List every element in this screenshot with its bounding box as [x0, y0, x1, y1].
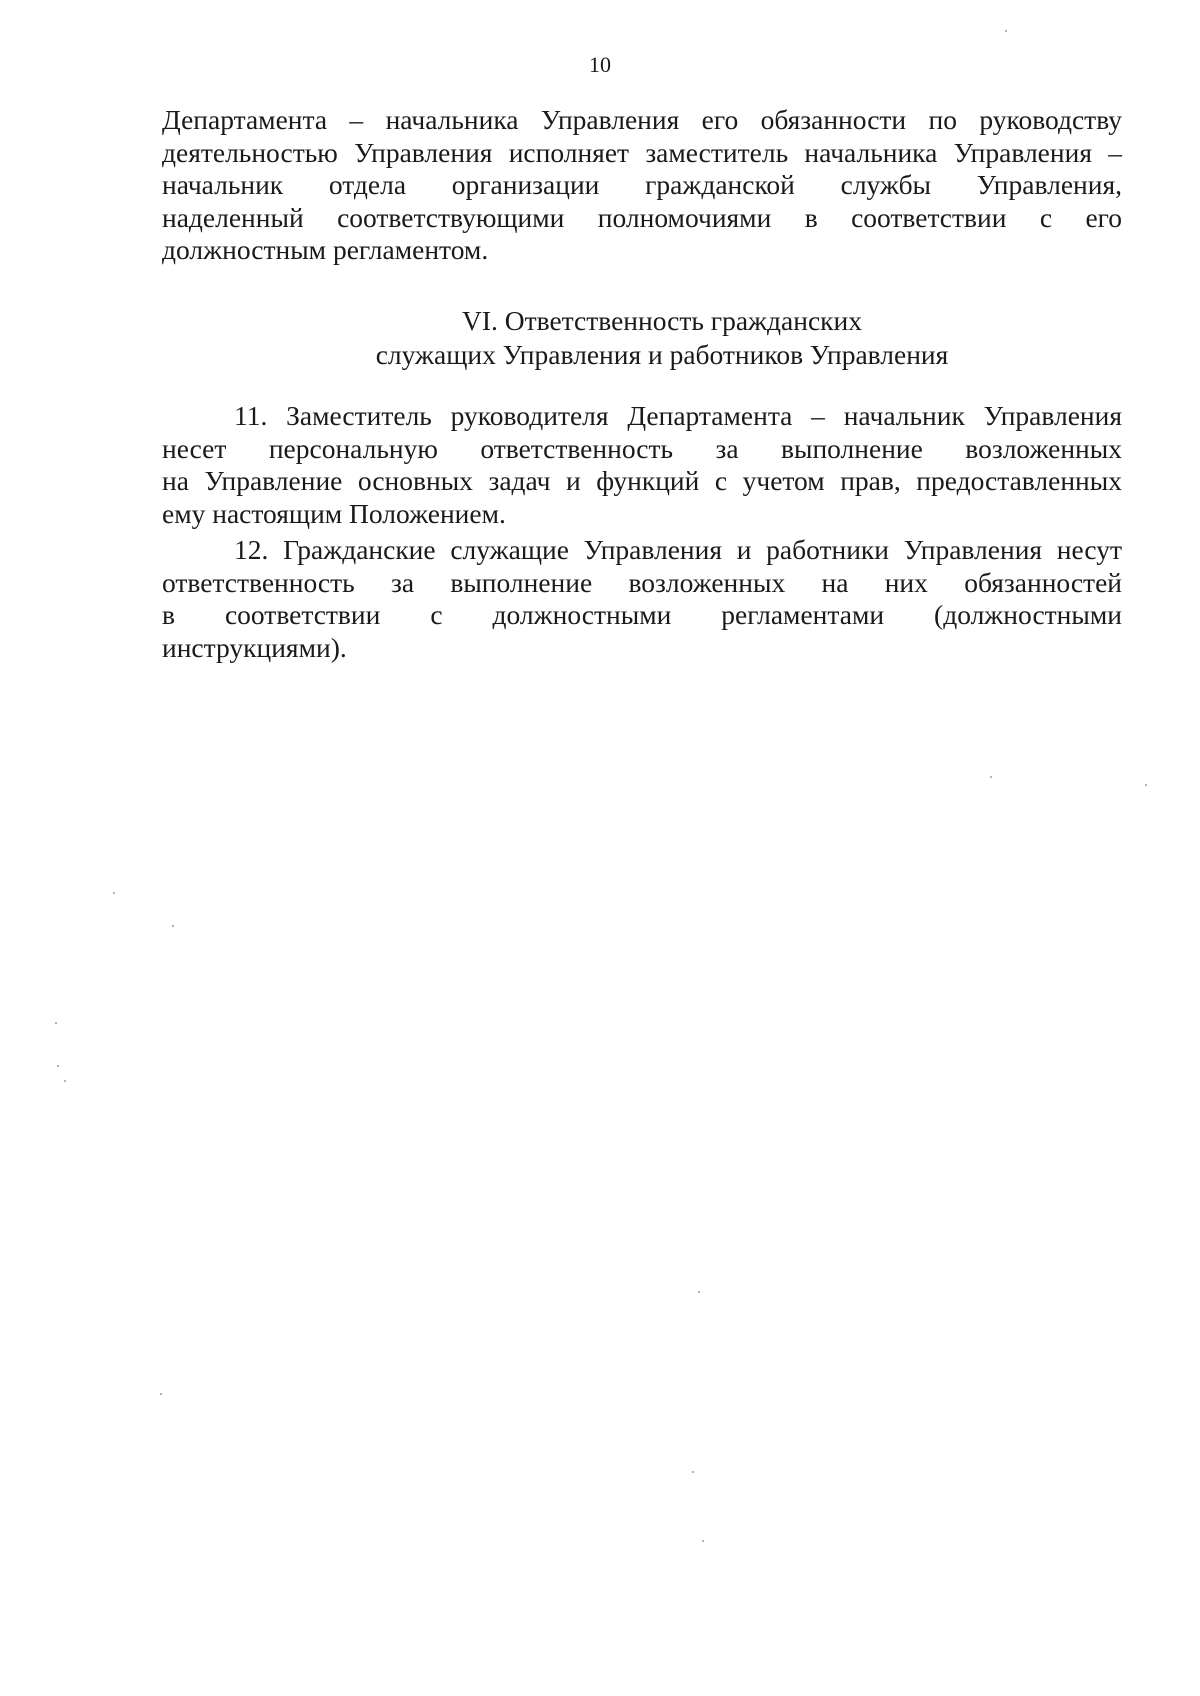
section-heading — [162, 304, 1162, 372]
text-line: должностным регламентом. — [162, 234, 489, 265]
section-heading-line: служащих Управления и работников Управления — [375, 339, 949, 370]
text-line: начальник отдела организации гражданской службы Управления, — [162, 169, 1122, 200]
text-line: ему настоящим Положением. — [162, 497, 506, 529]
scan-speck — [692, 1471, 694, 1473]
text-line: Департамента – начальника Управления его обязанности по руководству — [162, 104, 1122, 135]
text-line: деятельностью Управления исполняет заместитель начальника Управления – — [162, 136, 1122, 168]
text-line: несет персональную ответственность за выполнение возложенных — [162, 432, 1122, 464]
scan-speck — [55, 1022, 57, 1024]
scan-speck — [1145, 784, 1147, 786]
scan-speck — [990, 776, 992, 778]
scan-speck — [172, 925, 174, 927]
paragraph-12 — [162, 534, 1122, 664]
scan-speck — [1005, 30, 1007, 32]
continuation-paragraph — [162, 104, 1122, 267]
text-line: 11. Заместитель руководителя Департамента – начальник Управления — [234, 400, 1122, 431]
scan-speck — [160, 1393, 162, 1395]
text-line: наделенный соответствующими полномочиями в соответствии с его — [162, 201, 1122, 233]
scan-speck — [113, 892, 115, 894]
paragraph-11 — [162, 400, 1122, 530]
text-line: инструкциями). — [162, 631, 347, 663]
scan-speck — [702, 1540, 704, 1542]
scan-speck — [698, 1291, 700, 1293]
text-line: ответственность за выполнение возложенных на них обязанностей — [162, 566, 1122, 598]
text-line: 12. Гражданские служащие Управления и работники Управления несут — [234, 534, 1122, 565]
page-number: 10 — [589, 52, 611, 77]
section-heading-line: VI. Ответственность гражданских — [462, 305, 862, 336]
scan-speck — [64, 1080, 66, 1082]
text-line: на Управление основных задач и функций с учетом прав, предоставленных — [162, 465, 1122, 496]
scan-speck — [57, 1065, 59, 1067]
text-line: в соответствии с должностными регламентами (должностными — [162, 599, 1122, 630]
